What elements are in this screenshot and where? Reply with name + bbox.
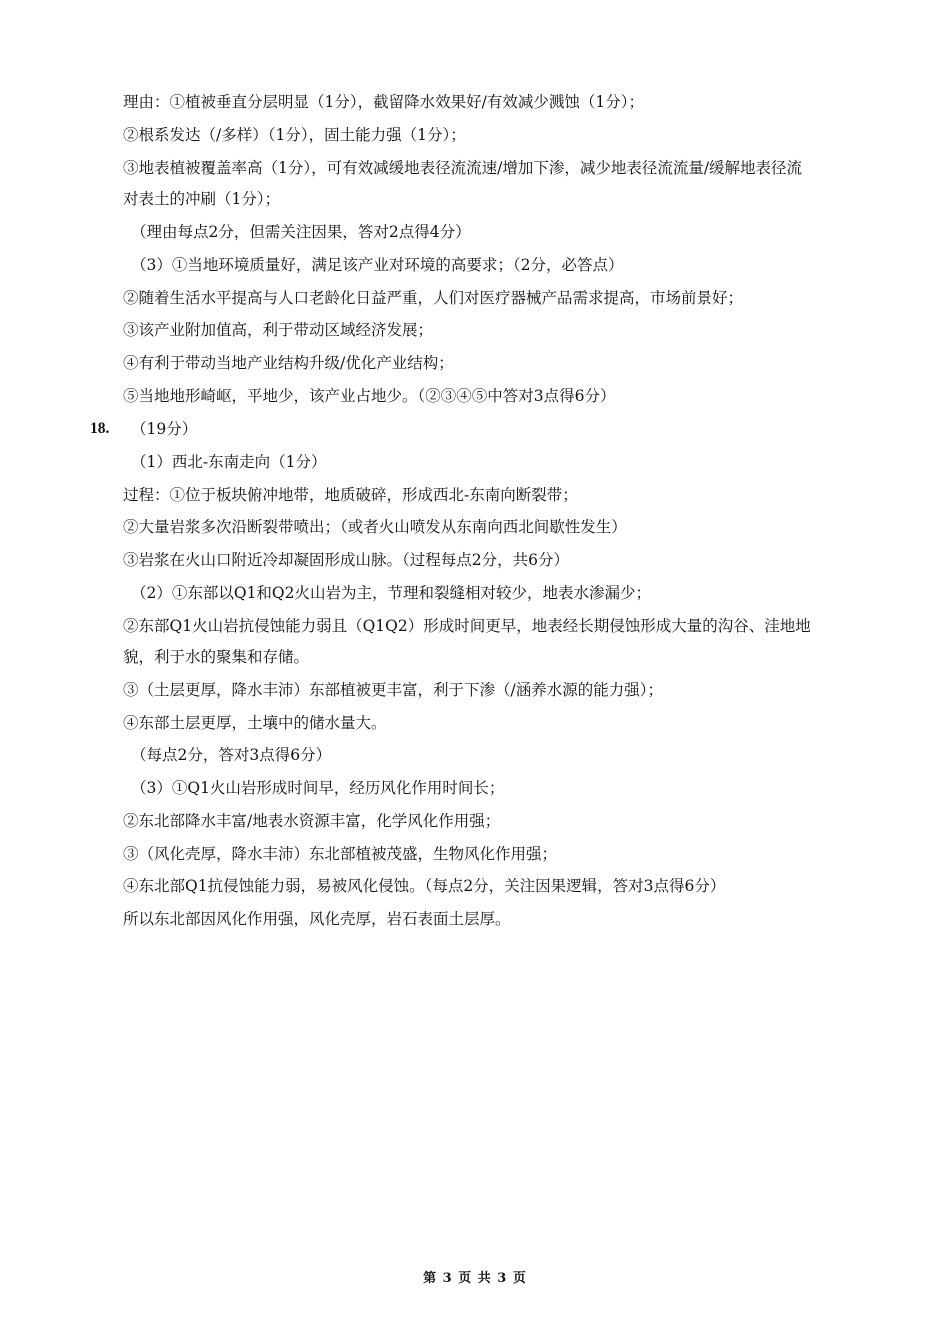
answer-line-18-3-2: ②东北部降水丰富/地表水资源丰富，化学风化作用强； [123,812,501,830]
answer-line-17-3-5: ⑤当地地形崎岖，平地少，该产业占地少。（②③④⑤中答对3点得6分） [123,387,616,405]
scoring-note-reasons: （理由每点2分，但需关注因果，答对2点得4分） [131,223,471,241]
answer-line-18-1-process-1: 过程：①位于板块俯冲地带，地质破碎，形成西北-东南向断裂带； [123,486,578,504]
answer-line-reason-2: ②根系发达（/多样）（1分），固土能力强（1分）； [123,126,466,144]
answer-line-18-1-process-3: ③岩浆在火山口附近冷却凝固形成山脉。（过程每点2分，共6分） [123,551,569,569]
answer-line-18-3-conclusion: 所以东北部因风化作用强，风化壳厚，岩石表面土层厚。 [123,910,511,928]
answer-line-reason-1: 理由：①植被垂直分层明显（1分），截留降水效果好/有效减少溅蚀（1分）； [123,93,644,111]
answer-line-17-3-1: （3）①当地环境质量好，满足该产业对环境的高要求；（2分，必答点） [131,256,624,274]
page-footer: 第 3 页 共 3 页 [423,1271,527,1286]
answer-line-18-3-1: （3）①Q1火山岩形成时间早，经历风化作用时间长； [131,779,505,797]
answer-line-18-3-3: ③（风化壳厚，降水丰沛）东北部植被茂盛，生物风化作用强； [123,845,558,863]
answer-line-18-1-process-2: ②大量岩浆多次沿断裂带喷出；（或者火山喷发从东南向西北间歇性发生） [123,518,627,536]
answer-line-reason-3: ③地表植被覆盖率高（1分），可有效减缓地表径流流速/增加下渗，减少地表径流流量/缓解地表径流 [123,159,803,177]
answer-line-18-2-3: ③（土层更厚，降水丰沛）东部植被更丰富，利于下渗（/涵养水源的能力强）； [123,681,663,699]
answer-line-reason-3-cont: 对表土的冲刷（1分）； [123,190,281,208]
question-number: 18. [90,420,110,437]
answer-line-17-3-4: ④有利于带动当地产业结构升级/优化产业结构； [123,354,454,372]
answer-line-18-1: （1）西北-东南走向（1分） [131,453,327,471]
answer-line-18-2-4: ④东部土层更厚，土壤中的储水量大。 [123,714,387,732]
answer-line-17-3-2: ②随着生活水平提高与人口老龄化日益严重，人们对医疗器械产品需求提高，市场前景好； [123,289,744,307]
answer-line-18-2-2: ②东部Q1火山岩抗侵蚀能力弱且（Q1Q2）形成时间更早，地表经长期侵蚀形成大量的沟谷、洼地地 [123,617,811,635]
answer-line-18-2-1: （2）①东部以Q1和Q2火山岩为主，节理和裂缝相对较少，地表水渗漏少； [131,584,652,602]
answer-line-17-3-3: ③该产业附加值高，利于带动区域经济发展； [123,321,434,339]
answer-line-18-2-2-cont: 貌，利于水的聚集和存储。 [123,648,310,666]
scoring-note-18-2: （每点2分，答对3点得6分） [131,746,332,764]
question-18-points: （19分） [131,420,198,438]
answer-line-18-3-4: ④东北部Q1抗侵蚀能力弱，易被风化侵蚀。（每点2分，关注因果逻辑，答对3点得6分） [123,877,726,895]
